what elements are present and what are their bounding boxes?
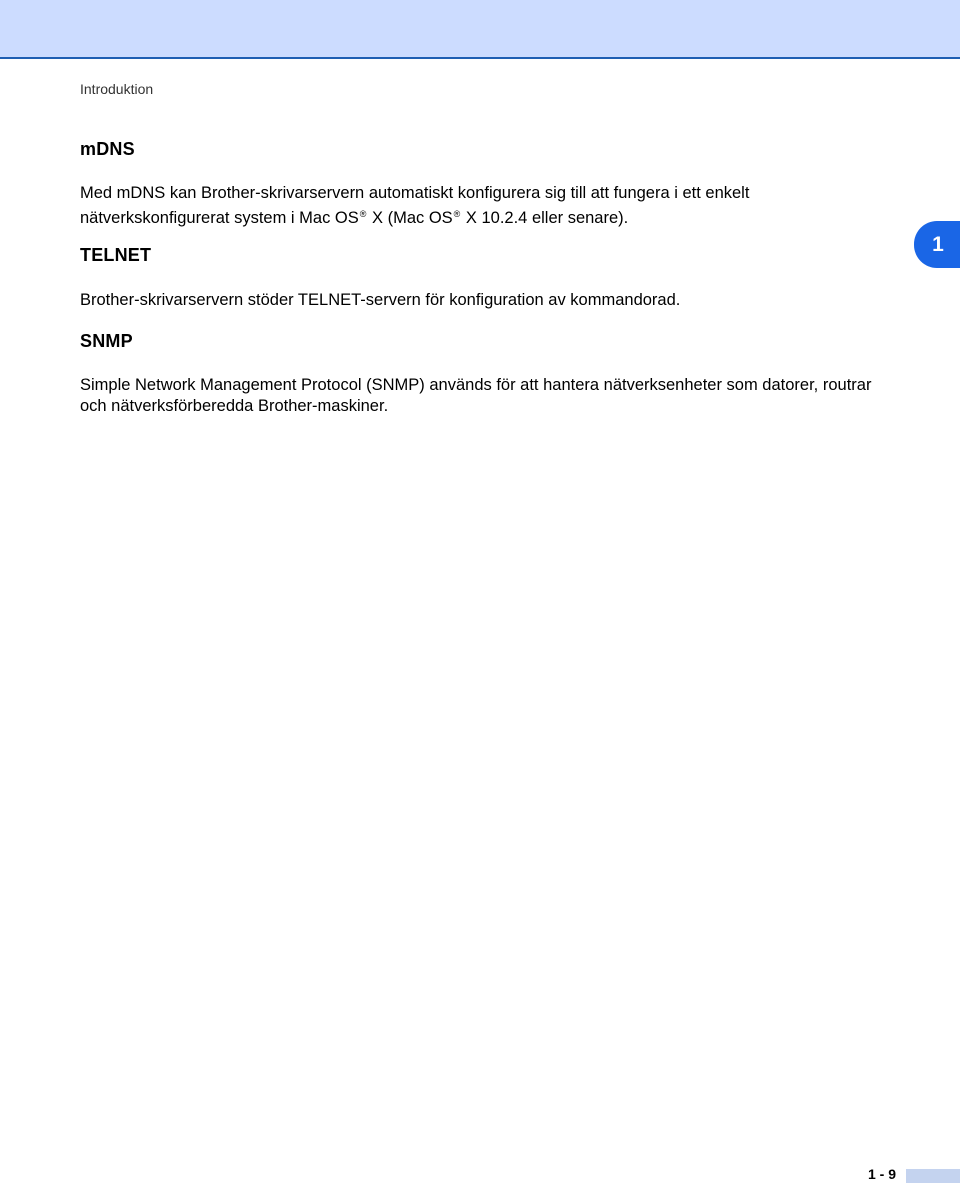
mdns-text-part-2: X (Mac OS — [367, 209, 453, 227]
snmp-line-2: och nätverksförberedda Brother-maskiner. — [80, 397, 389, 415]
snmp-line-1: Simple Network Management Protocol (SNMP) används för att hantera nätverksenheter som datorer, routrar — [80, 376, 872, 394]
section-heading-telnet: TELNET — [80, 245, 152, 265]
chapter-number: 1 — [932, 232, 944, 256]
mdns-paragraph — [80, 183, 910, 229]
section-heading-snmp: SNMP — [80, 331, 133, 351]
running-header: Introduktion — [80, 81, 154, 97]
mdns-line-1: Med mDNS kan Brother-skrivarservern automatiskt konfigurera sig till att fungera i ett enkelt — [80, 184, 750, 202]
mdns-line-2 — [80, 204, 910, 229]
mdns-text-part-1: nätverkskonfigurerat system i Mac OS — [80, 209, 359, 227]
mdns-text-part-3: X 10.2.4 eller senare). — [461, 209, 629, 227]
chapter-tab — [914, 221, 960, 268]
top-header-band — [0, 0, 960, 59]
page-number: 1 - 9 — [868, 1166, 897, 1182]
registered-mark: ® — [359, 209, 367, 219]
registered-mark: ® — [453, 209, 461, 219]
telnet-paragraph: Brother-skrivarservern stöder TELNET-servern för konfiguration av kommandorad. — [80, 291, 681, 309]
snmp-paragraph — [80, 375, 910, 417]
section-heading-mdns: mDNS — [80, 139, 135, 159]
footer-bar — [906, 1169, 960, 1183]
